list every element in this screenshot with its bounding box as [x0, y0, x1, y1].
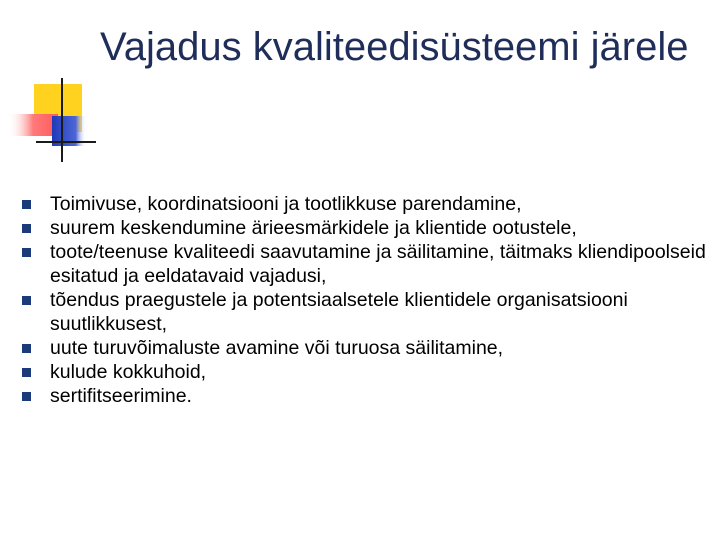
square-bullet-icon [22, 392, 31, 401]
list-item-text: tõendus praegustele ja potentsiaalsetele klientidele organisatsiooni suutlikkusest, [50, 289, 628, 335]
square-bullet-icon [22, 296, 31, 305]
logo-red-bar [8, 114, 58, 136]
list-item-text: sertifitseerimine. [50, 385, 192, 407]
square-bullet-icon [22, 368, 31, 377]
square-bullet-icon [22, 224, 31, 233]
decorative-logo-icon [0, 70, 100, 170]
bullet-list [22, 192, 712, 408]
list-item [22, 360, 712, 384]
list-item [22, 336, 712, 360]
square-bullet-icon [22, 344, 31, 353]
square-bullet-icon [22, 200, 31, 209]
list-item [22, 384, 712, 408]
slide-title: Vajadus kvaliteedisüsteemi järele [100, 25, 689, 69]
list-item [22, 216, 712, 240]
list-item-text: suurem keskendumine ärieesmärkidele ja klientide ootustele, [50, 217, 577, 239]
list-item-text: toote/teenuse kvaliteedi saavutamine ja säilitamine, täitmaks kliendipoolseid esitatud ja eeldatavaid vajadusi, [50, 241, 706, 287]
list-item-text: Toimivuse, koordinatsiooni ja tootlikkuse parendamine, [50, 193, 522, 215]
list-item-text: kulude kokkuhoid, [50, 361, 207, 383]
list-item [22, 240, 712, 288]
square-bullet-icon [22, 248, 31, 257]
list-item-text: uute turuvõimaluste avamine või turuosa säilitamine, [50, 337, 504, 359]
list-item [22, 192, 712, 216]
list-item [22, 288, 712, 336]
